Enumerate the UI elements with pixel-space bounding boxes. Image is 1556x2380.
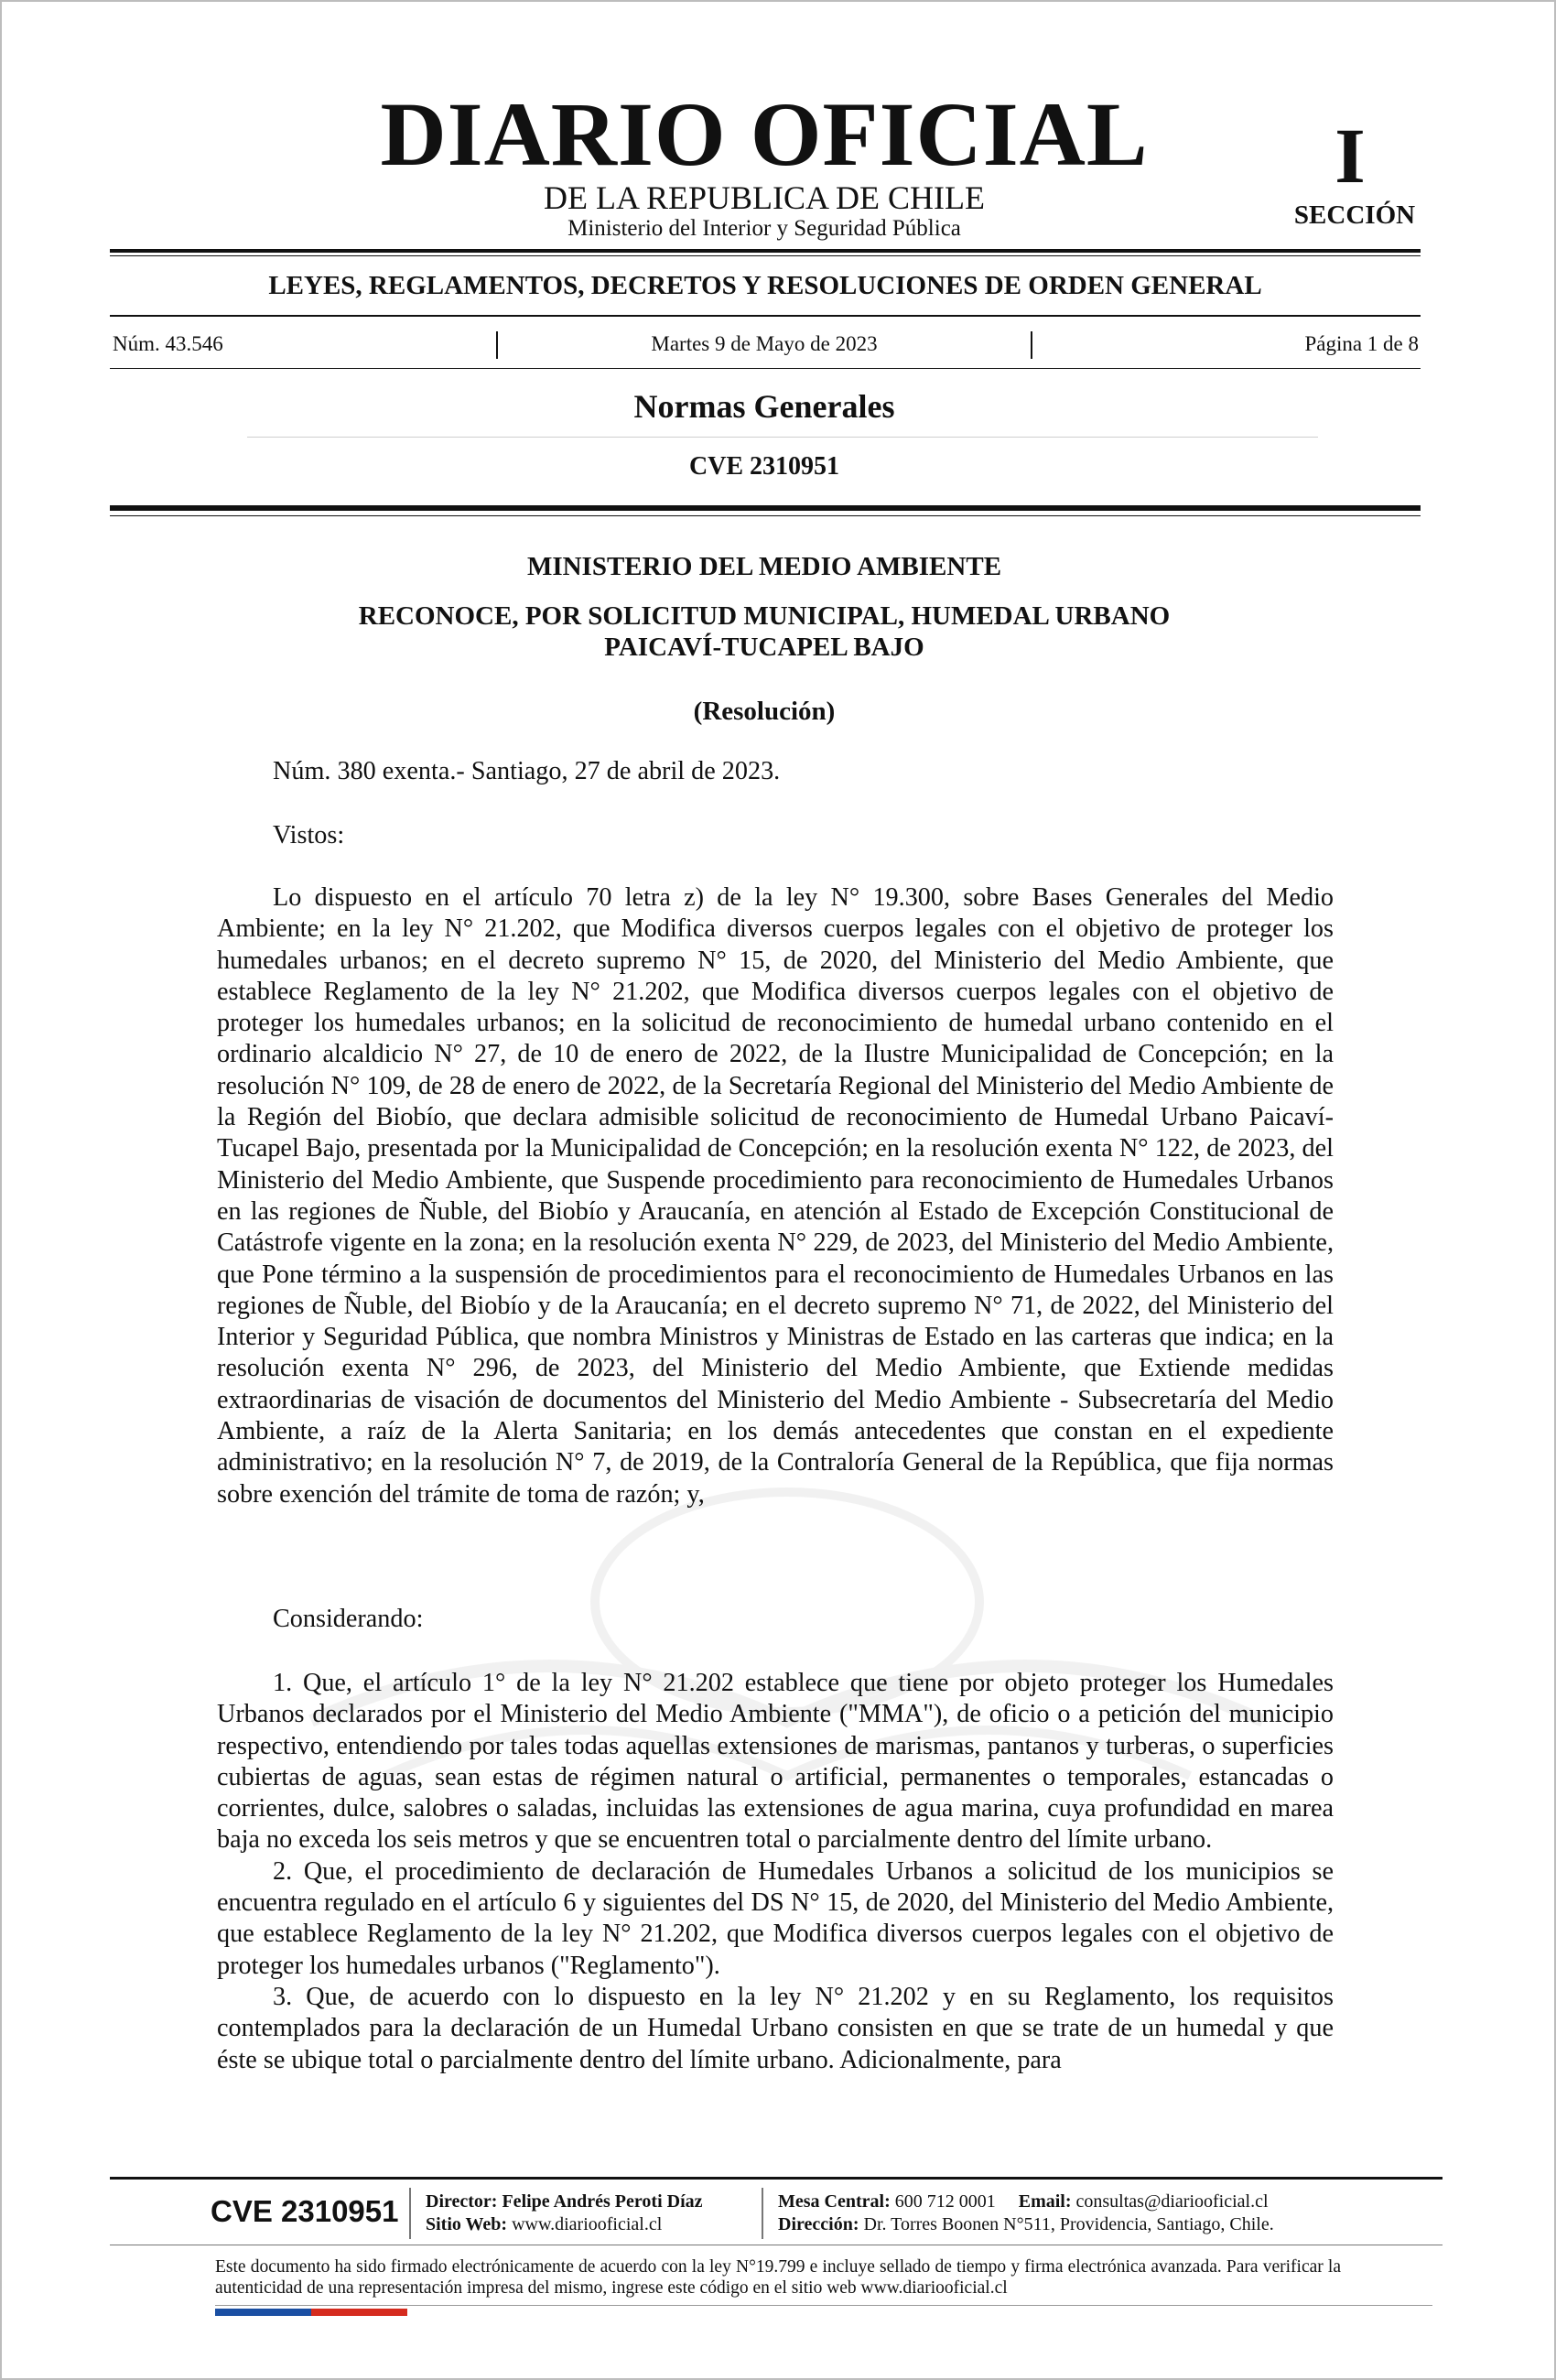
footer-separator — [409, 2188, 411, 2239]
issue-page: Página 1 de 8 — [1304, 332, 1419, 355]
footer-cve: CVE 2310951 — [211, 2194, 399, 2228]
flag-stripe — [215, 2309, 407, 2316]
considerando-list — [217, 1668, 1334, 2076]
flag-stripe-blue — [215, 2309, 311, 2316]
issue-separator — [496, 331, 498, 359]
masthead-rule-thick — [110, 249, 1421, 253]
masthead-subtitle: DE LA REPUBLICA DE CHILE — [544, 179, 985, 216]
considerando-paragraph: 1. Que, el artículo 1° de la ley N° 21.202 establece que tiene por objeto proteger los Humedales Urbanos declarados por el Ministerio del Medio Ambiente ("MMA"), de oficio o a petición del municipio respectivo, entendiendo por tales todas aquellas extensiones de marismas, pantanos y turberas, o superficies cubiertas de aguas, sean estas de régimen natural o artificial, permanentes o temporales, estancadas o corrientes, dulce, salobres o saladas, incluidas las extensiones de agua marina, cuya profundidad en marea baja no exceda los seis metros y que se encuentren total o parcialmente dentro del límite urbano. — [217, 1669, 1334, 1855]
footer-note: Este documento ha sido firmado electrónicamente de acuerdo con la ley N°19.799 e incluye sellado de tiempo y firma electrónica avanzada. Para verificar la autenticidad de una representación impresa del mismo, ingrese este código en el sitio web www.diariooficial.cl — [215, 2257, 1341, 2298]
ministry-heading: MINISTERIO DEL MEDIO AMBIENTE — [526, 552, 1002, 581]
flag-stripe-red — [311, 2309, 407, 2316]
footer-mesa-value: 600 712 0001 — [894, 2191, 996, 2212]
footer-separator — [762, 2188, 763, 2239]
masthead-title: DIARIO OFICIAL — [380, 83, 1149, 185]
section-title: Normas Generales — [633, 388, 895, 425]
issue-separator — [1031, 331, 1032, 359]
cve-code: CVE 2310951 — [688, 452, 840, 481]
issue-rule — [110, 368, 1421, 369]
section-label: SECCIÓN — [1293, 200, 1416, 230]
issue-date: Martes 9 de Mayo de 2023 — [651, 332, 878, 355]
section-title-underline — [247, 437, 1318, 438]
masthead-ministry: Ministerio del Interior y Seguridad Pública — [567, 216, 961, 241]
footer-mesa-label: Mesa Central: — [778, 2191, 891, 2212]
issue-number: Núm. 43.546 — [113, 332, 223, 355]
footer-email-link[interactable]: consultas@diariooficial.cl — [1075, 2191, 1269, 2212]
band-rule — [110, 315, 1421, 317]
footer-website — [426, 2213, 662, 2236]
document-title-line: RECONOCE, POR SOLICITUD MUNICIPAL, HUMEDAL URBANO — [358, 601, 1171, 631]
band-title: LEYES, REGLAMENTOS, DECRETOS Y RESOLUCIONES DE ORDEN GENERAL — [268, 271, 1262, 300]
footer-website-label: Sitio Web: — [426, 2214, 508, 2234]
considerando-paragraph: 2. Que, el procedimiento de declaración de Humedales Urbanos a solicitud de los municipios se encuentra regulado en el artículo 6 y siguientes del DS N° 15, de 2020, del Ministerio del Medio Ambiente, que establece Reglamento de la ley N° 21.202, que Modifica diversos cuerpos legales con el objetivo de proteger los humedales urbanos ("Reglamento"). — [217, 1856, 1334, 1980]
masthead-rule-thin — [110, 255, 1421, 256]
section-numeral: I — [1334, 112, 1366, 200]
resolution-number-line: Núm. 380 exenta.- Santiago, 27 de abril de 2023. — [273, 757, 781, 785]
document-title-line: PAICAVÍ-TUCAPEL BAJO — [604, 633, 924, 662]
document-title — [0, 600, 1529, 663]
considerando-paragraph: 3. Que, de acuerdo con lo dispuesto en la ley N° 21.202 y en su Reglamento, los requisitos contemplados para la declaración de un Humedal Urbano consisten en que se trate de un humedal y que éste se ubique total o parcialmente dentro del límite urbano. Adicionalmente, para — [217, 1982, 1334, 2074]
footer-email-label: Email: — [1018, 2191, 1072, 2212]
footer-address-label: Dirección: — [778, 2214, 859, 2234]
header-rule-thick — [110, 505, 1421, 511]
footer-website-link[interactable]: www.diariooficial.cl — [512, 2214, 663, 2234]
footer — [110, 2168, 1443, 2259]
considerando-heading: Considerando: — [273, 1605, 424, 1633]
footer-address — [778, 2213, 1274, 2236]
footer-director-value: Felipe Andrés Peroti Díaz — [502, 2191, 703, 2212]
footer-contact — [778, 2191, 1269, 2213]
header-rule-thin — [110, 515, 1421, 516]
vistos-paragraph: Lo dispuesto en el artículo 70 letra z) de la ley N° 19.300, sobre Bases Generales del Medio Ambiente; en la ley N° 21.202, que Modifica diversos cuerpos legales con el objetivo de proteger los humedales urbanos; en el decreto supremo N° 15, de 2020, del Ministerio del Medio Ambiente, que establece Reglamento de la ley N° 21.202, que Modifica diversos cuerpos legales con el objetivo de proteger los humedales urbanos; en la solicitud de reconocimiento de humedal urbano contenido en el ordinario alcaldicio N° 27, de 10 de enero de 2022, de la Ilustre Municipalidad de Concepción; en la resolución N° 109, de 28 de enero de 2022, de la Secretaría Regional del Ministerio del Medio Ambiente de la Región del Biobío, que declara admisible solicitud de reconocimiento de Humedal Urbano Paicaví-Tucapel Bajo, presentada por la Municipalidad de Concepción; en la resolución exenta N° 122, de 2023, del Ministerio del Medio Ambiente, que Suspende procedimiento para reconocimiento de Humedales Urbanos en las regiones de Ñuble, del Biobío y Araucanía, en atención al Estado de Excepción Constitucional de Catástrofe vigente en la zona; en la resolución exenta N° 229, de 2023, del Ministerio del Medio Ambiente, que Pone término a la suspensión de procedimientos para el reconocimiento de Humedales Urbanos en las regiones de Ñuble, del Biobío y de la Araucanía; en el decreto supremo N° 71, de 2022, del Ministerio del Interior y Seguridad Pública, que nombra Ministros y Ministras de Estado en las carteras que indica; en la resolución exenta N° 296, de 2023, del Ministerio del Medio Ambiente, que Extiende medidas extraordinarias de visación de documentos del Ministerio del Medio Ambiente - Subsecretaría del Medio Ambiente, a raíz de la Alerta Sanitaria; en los demás antecedentes que constan en el expediente administrativo; en la resolución N° 7, de 2019, de la Contraloría General de la República, que fija normas sobre exención del trámite de toma de razón; y, — [217, 883, 1334, 1509]
vistos-heading: Vistos: — [273, 821, 345, 849]
footer-address-value: Dr. Torres Boonen N°511, Providencia, Santiago, Chile. — [863, 2214, 1274, 2234]
footer-note-rule — [215, 2305, 1432, 2306]
document-type: (Resolución) — [693, 697, 836, 726]
footer-director-label: Director: — [426, 2191, 498, 2212]
footer-director — [426, 2191, 703, 2213]
